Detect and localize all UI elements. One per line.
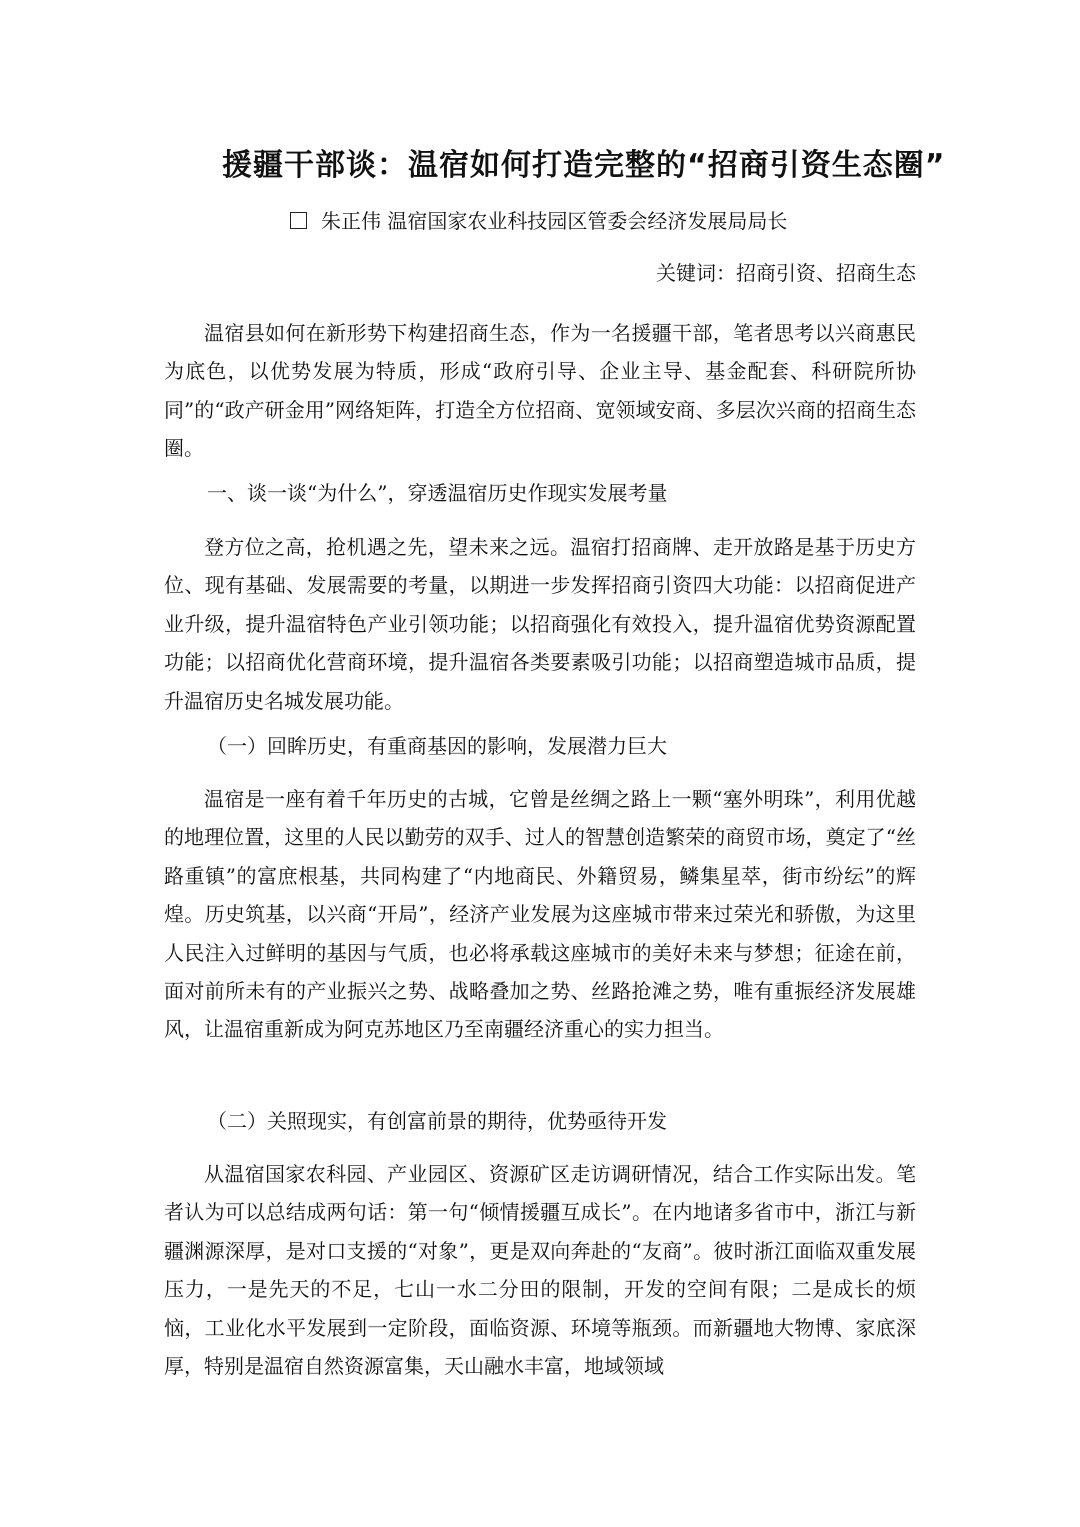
subsection-heading-2: （二）关照现实，有创富前景的期待，优势亟待开发 <box>207 1109 667 1133</box>
checkbox-square-icon <box>290 212 307 229</box>
subsection-2-paragraph: 从温宿国家农科园、产业园区、资源矿区走访调研情况，结合工作实际出发。笔者认为可以总结成两句话：第一句“倾情援疆互成长”。在内地诸多省市中，浙江与新疆渊源深厚，是对口支援的“对象”，更是双向奔赴的“友商”。彼时浙江面临双重发展压力，一是先天的不足，七山一水二分田的限制，开发的空间有限；二是成长的烦恼，工业化水平发展到一定阶段，面临资源、环境等瓶颈。而新疆地大物博、家底深厚，特别是温宿自然资源富集，天山融水丰富，地域领域 <box>164 1162 916 1379</box>
article-title: 援疆干部谈：温宿如何打造完整的“招商引资生态圈” <box>222 148 946 183</box>
subsection-1-paragraph: 温宿是一座有着千年历史的古城，它曾是丝绸之路上一颗“塞外明珠”，利用优越的地理位置，这里的人民以勤劳的双手、过人的智慧创造繁荣的商贸市场，奠定了“丝路重镇”的富庶根基，共同构建了“内地商民、外籍贸易，鳞集星萃，街市纷纭”的辉煌。历史筑基，以兴商“开局”，经济产业发展为这座城市带来过荣光和骄傲，为这里人民注入过鲜明的基因与气质，也必将承载这座城市的美好未来与梦想；征途在前，面对前所未有的产业振兴之势、战略叠加之势、丝路抢滩之势，唯有重振经济发展雄风，让温宿重新成为阿克苏地区乃至南疆经济重心的实力担当。 <box>164 787 916 1042</box>
intro-paragraph: 温宿县如何在新形势下构建招商生态，作为一名援疆干部，笔者思考以兴商惠民为底色，以优势发展为特质，形成“政府引导、企业主导、基金配套、科研院所协同”的“政产研金用”网络矩阵，打造全方位招商、宽领域安商、多层次兴商的招商生态圈。 <box>164 321 916 461</box>
author-line <box>290 206 787 236</box>
author-text: 朱正伟 温宿国家农业科技园区管委会经济发展局局长 <box>321 209 788 233</box>
section-heading-1: 一、谈一谈“为什么”，穿透温宿历史作现实发展考量 <box>207 481 668 505</box>
subsection-heading-1: （一）回眸历史，有重商基因的影响，发展潜力巨大 <box>207 734 667 758</box>
keywords-line: 关键词：招商引资、招商生态 <box>656 261 916 285</box>
section-1-paragraph: 登方位之高，抢机遇之先，望未来之远。温宿打招商牌、走开放路是基于历史方位、现有基础、发展需要的考量，以期进一步发挥招商引资四大功能：以招商促进产业升级，提升温宿特色产业引领功能；以招商强化有效投入，提升温宿优势资源配置功能；以招商优化营商环境，提升温宿各类要素吸引功能；以招商塑造城市品质，提升温宿历史名城发展功能。 <box>164 535 916 713</box>
